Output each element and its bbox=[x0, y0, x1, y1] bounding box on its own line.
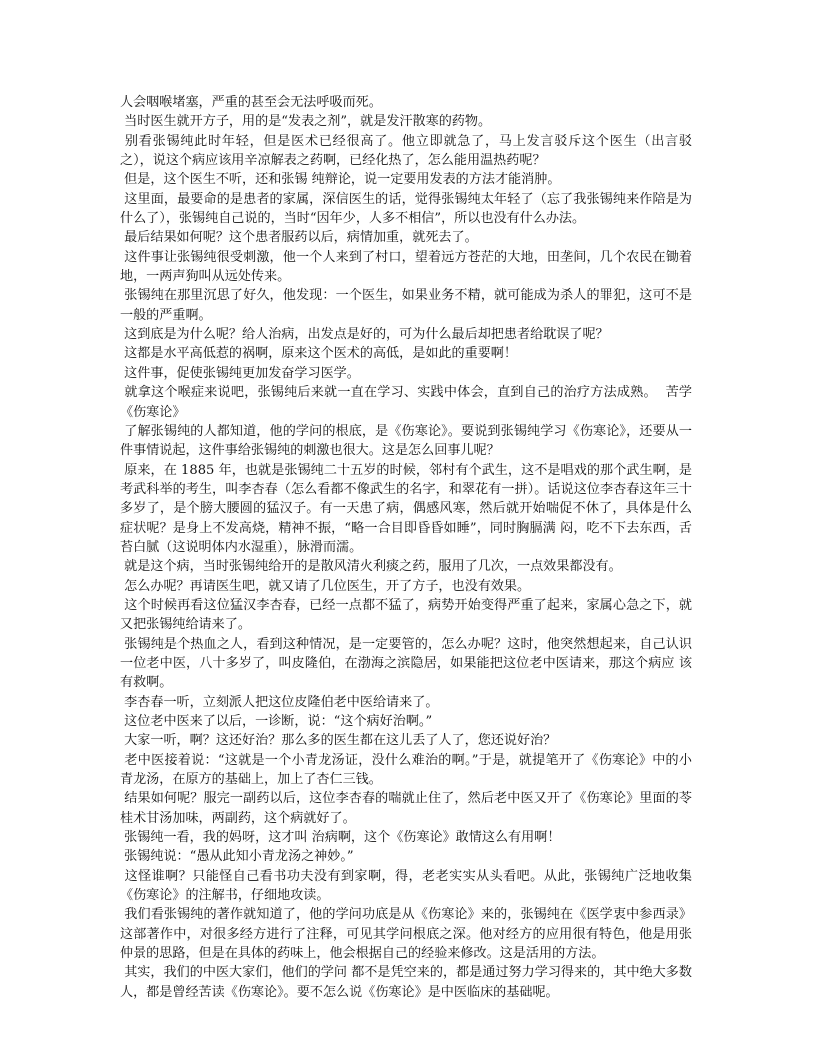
paragraph: 这件事让张锡纯很受刺激，他一个人来到了村口，望着远方苍茫的大地，田垄间，几个农民在锄着地，一两声狗叫从远处传来。 bbox=[120, 249, 692, 285]
document-body bbox=[120, 93, 692, 1002]
paragraph: 当时医生就开方子，用的是“发表之剂”，就是发汗散寒的药物。 bbox=[120, 114, 492, 130]
paragraph: 这都是水平高低惹的祸啊，原来这个医术的高低，是如此的重要啊！ bbox=[120, 346, 517, 362]
paragraph: 张锡纯在那里沉思了好久，他发现：一个医生，如果业务不精，就可能成为杀人的罪犯，这可不是一般的严重啊。 bbox=[120, 288, 692, 323]
paragraph: 这怪谁啊？只能怪自己看书功夫没有到家啊，得，老老实实从头看吧。从此，张锡纯广泛地收集《伤寒论》的注解书，仔细地攻读。 bbox=[120, 868, 692, 904]
paragraph: 最后结果如何呢？这个患者服药以后，病情加重，就死去了。 bbox=[120, 230, 478, 246]
paragraph: 别看张锡纯此时年轻，但是医术已经很高了。他立即就急了，马上发言驳斥这个医生（出言驳之），说这个病应该用辛凉解表之药啊，已经化热了，怎么能用温热药呢？ bbox=[120, 133, 692, 169]
paragraph: 这个时候再看这位猛汉李杏春，已经一点都不猛了，病势开始变得严重了起来，家属心急之下，就又把张锡纯给请来了。 bbox=[120, 597, 692, 633]
paragraph: 张锡纯说：“愚从此知小青龙汤之神妙。” bbox=[120, 849, 354, 865]
paragraph: 张锡纯一看，我的妈呀，这才叫 治病啊，这个《伤寒论》敢情这么有用啊！ bbox=[120, 830, 561, 846]
paragraph: 这位老中医来了以后，一诊断，说：“这个病好治啊。” bbox=[120, 714, 433, 729]
paragraph: 就拿这个喉症来说吧，张锡纯后来就一直在学习、实践中体会，直到自己的治疗方法成熟。 苦学《伤寒论》 bbox=[120, 385, 692, 420]
paragraph: 了解张锡纯的人都知道，他的学问的根底，是《伤寒论》。要说到张锡纯学习《伤寒论》，还要从一件事情说起，这件事给张锡纯的刺激也很大。这是怎么回事儿呢？ bbox=[120, 423, 692, 459]
paragraph: 但是，这个医生不听，还和张锡 纯辩论，说一定要用发表的方法才能消肿。 bbox=[120, 172, 561, 188]
paragraph: 就是这个病，当时张锡纯给开的是散风清火利痰之药，服用了几次，一点效果都没有。 bbox=[120, 559, 622, 575]
paragraph: 老中医接着说：“这就是一个小青龙汤证，没什么难治的啊。”于是，就提笔开了《伤寒论》中的小青龙汤，在原方的基础上，加上了杏仁三钱。 bbox=[120, 752, 692, 788]
paragraph: 其实，我们的中医大家们，他们的学问 都不是凭空来的，都是通过努力学习得来的，其中绝大多数人，都是曾经苦读《伤寒论》。要不怎么说《伤寒论》是中医临床的基础呢。 bbox=[120, 965, 692, 1000]
paragraph: 我们看张锡纯的著作就知道了，他的学问功底是从《伤寒论》来的，张锡纯在《医学衷中参西录》这部著作中，对很多经方进行了注释，可见其学问根底之深。他对经方的应用很有特色，他是用张仲景的思路，但是在具体的药味上，他会根据自己的经验来修改。这是活用的方法。 bbox=[120, 907, 692, 962]
paragraph: 人会咽喉堵塞，严重的甚至会无法呼吸而死。 bbox=[120, 95, 382, 110]
paragraph: 这里面，最要命的是患者的家属，深信医生的话，觉得张锡纯太年轻了（忘了我张锡纯来作陪是为什么了），张锡纯自己说的，当时“因年少，人多不相信”，所以也没有什么办法。 bbox=[120, 191, 692, 227]
paragraph: 原来，在 1885 年，也就是张锡纯二十五岁的时候，邻村有个武生，这不是唱戏的那个武生啊，是考武科举的考生，叫李杏春（怎么看都不像武生的名字，和翠花有一拼）。话说这位李杏春这年三十多岁了，是个膀大腰圆的猛汉子。有一天患了病，偶感风寒，然后就开始喘促不休了，具体是什么症状呢？是身上不发高烧，精神不振，“略一合目即昏昏如睡”，同时胸膈满 闷，吃不下去东西，舌苔白腻（这说明体内水湿重），脉滑而濡。 bbox=[120, 462, 692, 555]
paragraph: 怎么办呢？再请医生吧，就又请了几位医生，开了方子，也没有效果。 bbox=[120, 578, 531, 594]
paragraph: 这到底是为什么呢？给人治病，出发点是好的，可为什么最后却把患者给耽误了呢？ bbox=[120, 327, 609, 343]
paragraph: 大家一听，啊？这还好治？那么多的医生都在这儿丢了人了，您还说好治？ bbox=[120, 733, 557, 749]
paragraph: 张锡纯是个热血之人，看到这种情况，是一定要管的，怎么办呢？这时，他突然想起来，自己认识一位老中医，八十多岁了，叫皮隆伯，在渤海之滨隐居，如果能把这位老中医请来，那这个病应 该有救啊。 bbox=[120, 636, 692, 691]
paragraph: 这件事，促使张锡纯更加发奋学习医学。 bbox=[120, 365, 360, 381]
paragraph: 结果如何呢？服完一副药以后，这位李杏春的喘就止住了，然后老中医又开了《伤寒论》里面的苓桂术甘汤加味，两副药，这个病就好了。 bbox=[120, 791, 692, 826]
paragraph: 李杏春一听，立刻派人把这位皮隆伯老中医给请来了。 bbox=[120, 694, 439, 710]
